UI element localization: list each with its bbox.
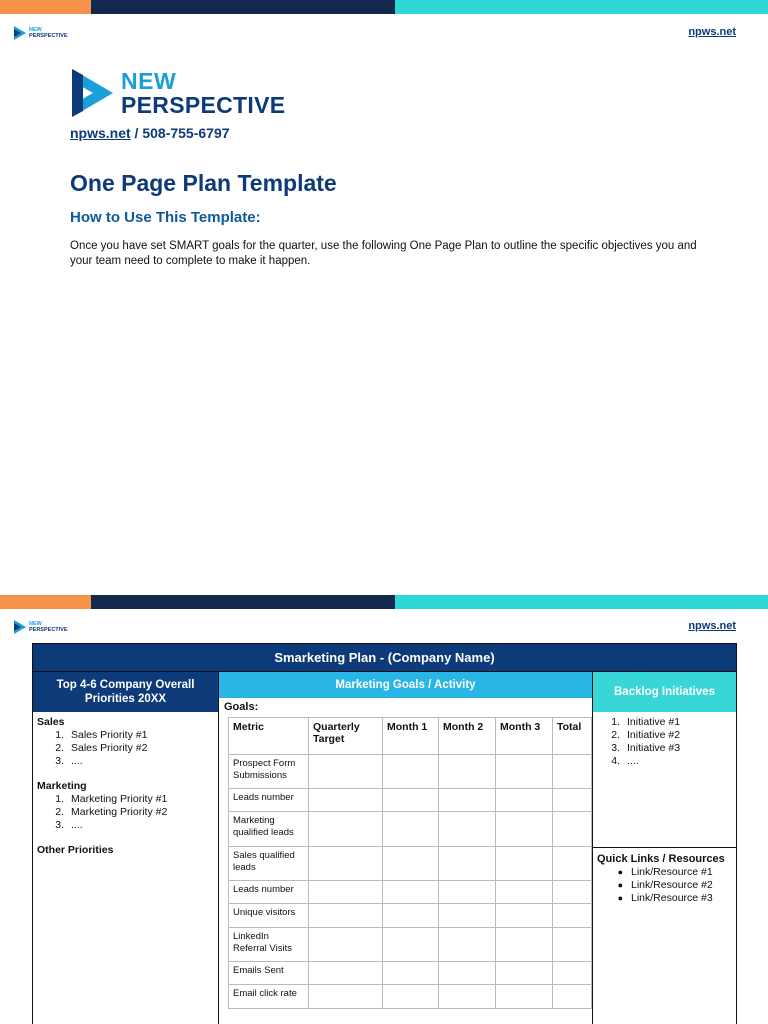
list-item: 3. Initiative #3 xyxy=(611,742,681,754)
list-item: 1. Sales Priority #1 xyxy=(55,729,148,741)
quick-links-title: Quick Links / Resources xyxy=(597,853,725,865)
list-item: ● Link/Resource #1 xyxy=(597,866,732,879)
contact-site-link[interactable]: npws.net xyxy=(70,125,131,141)
col-month-2: Month 2 xyxy=(439,718,496,755)
intro-paragraph: Once you have set SMART goals for the quarter, use the following One Page Plan to outline the specific objectives you and your team need to complete to make it happen. xyxy=(70,240,697,267)
list-item: 1. Marketing Priority #1 xyxy=(55,793,168,805)
page2-site-link[interactable]: npws.net xyxy=(688,620,736,632)
table-row: Leads number xyxy=(229,881,592,904)
quick-links-section xyxy=(593,848,736,909)
bullet-icon: ● xyxy=(617,893,623,903)
table-row: Prospect Form Submissions xyxy=(229,755,592,789)
bullet-icon: ● xyxy=(617,880,623,890)
backlog-heading: Backlog Initiatives xyxy=(593,672,736,712)
col-month-3: Month 3 xyxy=(496,718,553,755)
page2-logo-line2: PERSPECTIVE xyxy=(29,627,68,633)
top-color-bar xyxy=(0,0,768,14)
table-row: Unique visitors xyxy=(229,904,592,928)
marketing-goals-column xyxy=(219,672,592,1024)
contact-line xyxy=(70,125,230,141)
brand-logo-line2: PERSPECTIVE xyxy=(121,92,286,118)
header-logo xyxy=(14,26,68,40)
priorities-heading: Top 4-6 Company Overall Priorities 20XX xyxy=(33,672,218,712)
col-month-1: Month 1 xyxy=(383,718,439,755)
brand-logo-line1: NEW xyxy=(121,68,177,94)
table-row: Marketing qualified leads xyxy=(229,812,592,847)
brand-logo xyxy=(69,67,285,119)
brand-logo-mark-icon xyxy=(69,67,115,119)
list-item: 1. Initiative #1 xyxy=(611,716,681,728)
sales-list xyxy=(37,729,214,768)
col-total: Total xyxy=(553,718,592,755)
header-logo-line2: PERSPECTIVE xyxy=(29,33,68,39)
logo-mark-icon xyxy=(14,26,26,40)
page2-color-bar xyxy=(0,595,768,609)
table-row: Emails Sent xyxy=(229,962,592,985)
section-heading: How to Use This Template: xyxy=(70,209,261,226)
list-item: 3. .... xyxy=(55,819,83,831)
bullet-icon: ● xyxy=(617,867,623,877)
table-row: LinkedIn Referral Visits xyxy=(229,928,592,962)
marketing-list xyxy=(37,793,214,832)
backlog-column xyxy=(592,672,736,1024)
sales-title: Sales xyxy=(37,716,65,728)
contact-separator: / xyxy=(130,125,143,141)
list-item: ● Link/Resource #2 xyxy=(597,879,732,892)
header-logo-line1: NEW xyxy=(29,27,42,33)
list-item: 2. Initiative #2 xyxy=(611,729,681,741)
contact-phone: 508-755-6797 xyxy=(142,125,230,141)
priorities-column xyxy=(33,672,219,1024)
list-item: 3. .... xyxy=(55,755,83,767)
page2-logo-line1: NEW xyxy=(29,621,42,627)
goals-label: Goals: xyxy=(224,701,259,713)
table-header-row xyxy=(229,718,592,755)
metrics-table xyxy=(228,717,592,1009)
list-item: ● Link/Resource #3 xyxy=(597,892,732,905)
table-row: Sales qualified leads xyxy=(229,847,592,881)
col-metric: Metric xyxy=(229,718,309,755)
other-priorities-title: Other Priorities xyxy=(37,844,114,856)
page2-header-logo xyxy=(14,620,68,634)
table-row: Leads number xyxy=(229,789,592,812)
backlog-list xyxy=(593,712,736,848)
plan-title: Smarketing Plan - (Company Name) xyxy=(33,644,736,672)
marketing-goals-heading: Marketing Goals / Activity xyxy=(219,672,592,698)
list-item: 2. Sales Priority #2 xyxy=(55,742,148,754)
logo-mark-icon xyxy=(14,620,26,634)
page-title: One Page Plan Template xyxy=(70,170,337,196)
col-quarterly-target: Quarterly Target xyxy=(309,718,383,755)
smarketing-plan xyxy=(32,643,737,1024)
list-item: 2. Marketing Priority #2 xyxy=(55,806,168,818)
header-site-link[interactable]: npws.net xyxy=(688,26,736,38)
list-item: 4. .... xyxy=(611,755,639,767)
marketing-title: Marketing xyxy=(37,780,87,792)
table-row: Email click rate xyxy=(229,985,592,1009)
